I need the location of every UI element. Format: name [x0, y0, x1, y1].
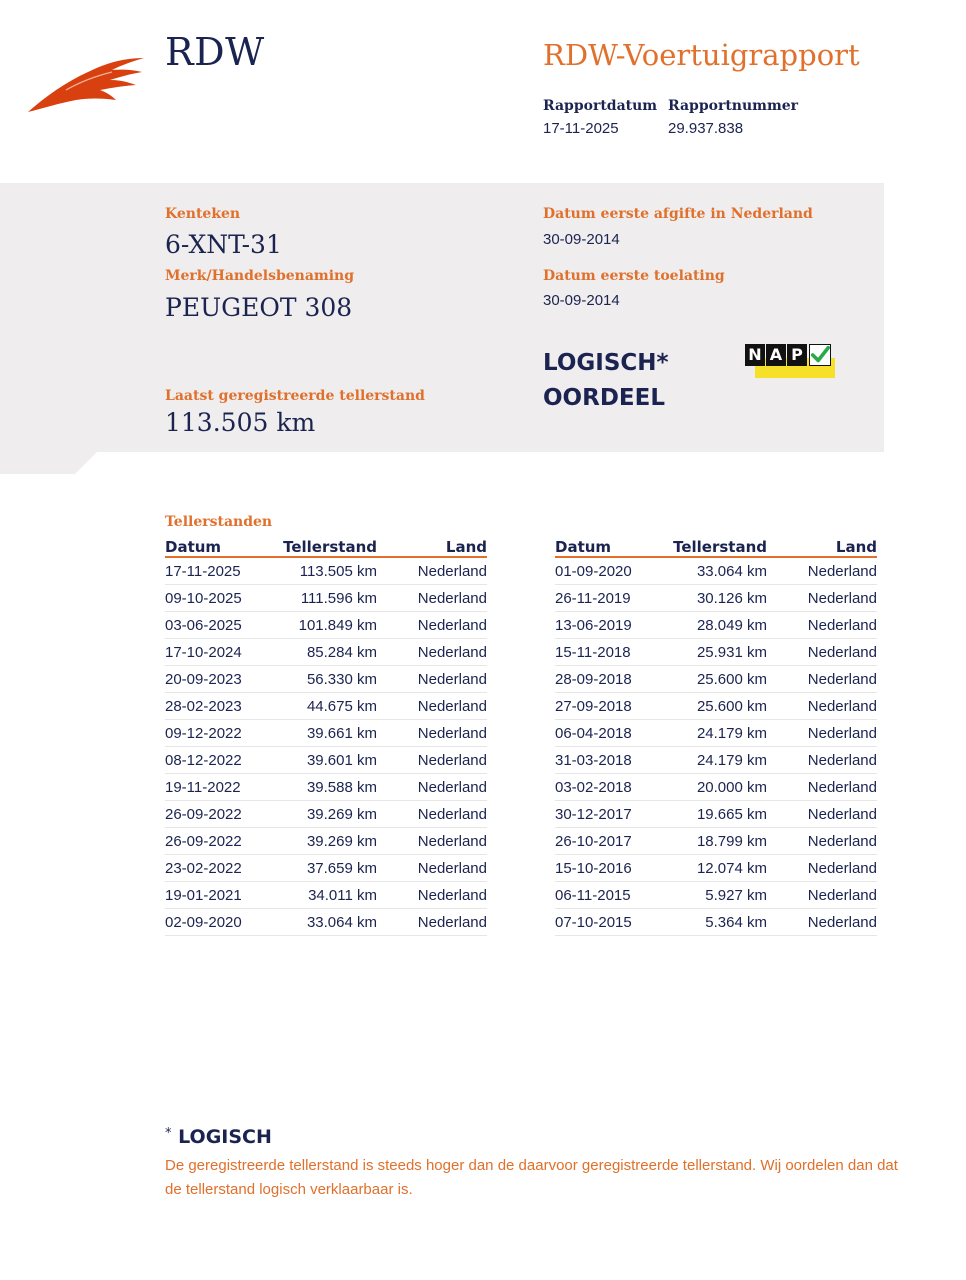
- cell-date: 15-10-2016: [555, 855, 665, 882]
- col-header-country: Land: [377, 538, 487, 557]
- plate-label: Kenteken: [165, 206, 241, 222]
- verdict-line2: OORDEEL: [543, 385, 665, 411]
- table-row: [165, 557, 487, 585]
- cell-date: 20-09-2023: [165, 666, 275, 693]
- cell-country: Nederland: [767, 801, 877, 828]
- col-header-date: Datum: [555, 538, 665, 557]
- verdict: [543, 346, 669, 416]
- cell-km: 39.588 km: [275, 774, 377, 801]
- table-row: [555, 720, 877, 747]
- cell-date: 03-06-2025: [165, 612, 275, 639]
- readings-table-left: [165, 538, 487, 936]
- cell-country: Nederland: [377, 801, 487, 828]
- nap-logo: [745, 344, 835, 378]
- cell-date: 07-10-2015: [555, 909, 665, 936]
- cell-km: 37.659 km: [275, 855, 377, 882]
- cell-country: Nederland: [377, 855, 487, 882]
- first-admission-label: Datum eerste toelating: [543, 268, 725, 284]
- cell-country: Nederland: [377, 828, 487, 855]
- table-row: [165, 585, 487, 612]
- cell-date: 09-10-2025: [165, 585, 275, 612]
- cell-country: Nederland: [767, 612, 877, 639]
- cell-km: 39.269 km: [275, 828, 377, 855]
- readings-title: Tellerstanden: [165, 514, 273, 530]
- cell-country: Nederland: [377, 557, 487, 585]
- cell-km: 56.330 km: [275, 666, 377, 693]
- col-header-km: Tellerstand: [665, 538, 767, 557]
- report-date-value: 17-11-2025: [543, 120, 619, 137]
- table-row: [555, 747, 877, 774]
- cell-km: 33.064 km: [665, 557, 767, 585]
- cell-km: 101.849 km: [275, 612, 377, 639]
- table-row: [555, 693, 877, 720]
- table-row: [555, 639, 877, 666]
- cell-date: 01-09-2020: [555, 557, 665, 585]
- table-header-row: [165, 538, 487, 557]
- table-row: [555, 909, 877, 936]
- nap-letter-n: N: [745, 344, 765, 366]
- cell-km: 30.126 km: [665, 585, 767, 612]
- first-admission-value: 30-09-2014: [543, 292, 620, 309]
- report-number: [668, 98, 798, 137]
- cell-km: 39.269 km: [275, 801, 377, 828]
- table-row: [165, 855, 487, 882]
- cell-km: 18.799 km: [665, 828, 767, 855]
- cell-date: 17-11-2025: [165, 557, 275, 585]
- cell-date: 19-01-2021: [165, 882, 275, 909]
- report-number-label: Rapportnummer: [668, 98, 799, 114]
- cell-date: 15-11-2018: [555, 639, 665, 666]
- cell-km: 20.000 km: [665, 774, 767, 801]
- cell-date: 27-09-2018: [555, 693, 665, 720]
- cell-country: Nederland: [767, 585, 877, 612]
- cell-date: 19-11-2022: [165, 774, 275, 801]
- cell-country: Nederland: [377, 882, 487, 909]
- cell-date: 28-02-2023: [165, 693, 275, 720]
- footnote-title: [165, 1126, 272, 1148]
- table-row: [555, 612, 877, 639]
- cell-date: 03-02-2018: [555, 774, 665, 801]
- table-row: [165, 909, 487, 936]
- cell-country: Nederland: [767, 639, 877, 666]
- table-row: [165, 801, 487, 828]
- cell-km: 39.661 km: [275, 720, 377, 747]
- vehicle-summary-panel: [0, 183, 884, 474]
- cell-km: 25.931 km: [665, 639, 767, 666]
- cell-country: Nederland: [767, 909, 877, 936]
- cell-date: 09-12-2022: [165, 720, 275, 747]
- cell-country: Nederland: [767, 720, 877, 747]
- make-value: PEUGEOT 308: [165, 293, 353, 322]
- make-label: Merk/Handelsbenaming: [165, 268, 355, 284]
- cell-date: 23-02-2022: [165, 855, 275, 882]
- cell-date: 30-12-2017: [555, 801, 665, 828]
- cell-date: 08-12-2022: [165, 747, 275, 774]
- table-row: [555, 585, 877, 612]
- table-row: [165, 828, 487, 855]
- cell-km: 111.596 km: [275, 585, 377, 612]
- cell-km: 25.600 km: [665, 693, 767, 720]
- cell-date: 06-11-2015: [555, 882, 665, 909]
- table-row: [555, 557, 877, 585]
- cell-km: 24.179 km: [665, 720, 767, 747]
- table-row: [165, 639, 487, 666]
- cell-country: Nederland: [767, 693, 877, 720]
- verdict-line1: LOGISCH*: [543, 350, 669, 376]
- table-row: [555, 801, 877, 828]
- brand-name: RDW: [165, 30, 265, 74]
- table-row: [555, 774, 877, 801]
- table-row: [165, 720, 487, 747]
- table-row: [555, 666, 877, 693]
- cell-km: 34.011 km: [275, 882, 377, 909]
- cell-km: 28.049 km: [665, 612, 767, 639]
- cell-country: Nederland: [767, 557, 877, 585]
- nap-letter-p: P: [787, 344, 807, 366]
- cell-date: 06-04-2018: [555, 720, 665, 747]
- cell-km: 33.064 km: [275, 909, 377, 936]
- cell-country: Nederland: [767, 855, 877, 882]
- readings-table-right: [555, 538, 877, 936]
- cell-km: 113.505 km: [275, 557, 377, 585]
- cell-country: Nederland: [377, 639, 487, 666]
- table-row: [165, 612, 487, 639]
- cell-date: 26-09-2022: [165, 828, 275, 855]
- cell-date: 13-06-2019: [555, 612, 665, 639]
- table-row: [555, 855, 877, 882]
- nap-letter-a: A: [766, 344, 786, 366]
- col-header-date: Datum: [165, 538, 275, 557]
- cell-date: 28-09-2018: [555, 666, 665, 693]
- table-row: [555, 828, 877, 855]
- table-row: [555, 882, 877, 909]
- plate-value: 6-XNT-31: [165, 230, 282, 259]
- cell-date: 26-09-2022: [165, 801, 275, 828]
- cell-country: Nederland: [377, 720, 487, 747]
- first-issue-value: 30-09-2014: [543, 231, 620, 248]
- cell-date: 31-03-2018: [555, 747, 665, 774]
- odometer-label: Laatst geregistreerde tellerstand: [165, 388, 425, 404]
- cell-km: 24.179 km: [665, 747, 767, 774]
- table-row: [165, 666, 487, 693]
- cell-country: Nederland: [767, 747, 877, 774]
- cell-country: Nederland: [377, 774, 487, 801]
- report-date: [543, 98, 657, 137]
- report-number-value: 29.937.838: [668, 120, 744, 137]
- table-row: [165, 693, 487, 720]
- cell-country: Nederland: [377, 747, 487, 774]
- cell-km: 85.284 km: [275, 639, 377, 666]
- cell-country: Nederland: [767, 828, 877, 855]
- cell-km: 5.927 km: [665, 882, 767, 909]
- checkmark-icon: [809, 344, 831, 366]
- table-row: [165, 747, 487, 774]
- cell-country: Nederland: [377, 612, 487, 639]
- cell-country: Nederland: [767, 666, 877, 693]
- table-header-row: [555, 538, 877, 557]
- cell-km: 12.074 km: [665, 855, 767, 882]
- table-row: [165, 882, 487, 909]
- report-title: RDW-Voertuigrapport: [543, 38, 860, 72]
- footnote-title-text: LOGISCH: [178, 1126, 272, 1148]
- table-row: [165, 774, 487, 801]
- cell-date: 26-11-2019: [555, 585, 665, 612]
- cell-km: 39.601 km: [275, 747, 377, 774]
- first-issue-label: Datum eerste afgifte in Nederland: [543, 206, 813, 222]
- col-header-km: Tellerstand: [275, 538, 377, 557]
- footnote-star: *: [165, 1126, 172, 1141]
- rdw-wing-logo: [26, 52, 146, 116]
- cell-country: Nederland: [377, 666, 487, 693]
- cell-country: Nederland: [377, 909, 487, 936]
- col-header-country: Land: [767, 538, 877, 557]
- cell-km: 5.364 km: [665, 909, 767, 936]
- odometer-value: 113.505 km: [165, 408, 316, 437]
- report-date-label: Rapportdatum: [543, 98, 658, 114]
- cell-km: 44.675 km: [275, 693, 377, 720]
- cell-date: 26-10-2017: [555, 828, 665, 855]
- cell-date: 17-10-2024: [165, 639, 275, 666]
- cell-date: 02-09-2020: [165, 909, 275, 936]
- cell-km: 25.600 km: [665, 666, 767, 693]
- cell-country: Nederland: [767, 774, 877, 801]
- footnote-text: De geregistreerde tellerstand is steeds hoger dan de daarvoor geregistreerde tellerstand. Wij oordelen dan dat de tellerstand logisch verklaarbaar is.: [165, 1157, 898, 1198]
- cell-km: 19.665 km: [665, 801, 767, 828]
- cell-country: Nederland: [767, 882, 877, 909]
- cell-country: Nederland: [377, 693, 487, 720]
- cell-country: Nederland: [377, 585, 487, 612]
